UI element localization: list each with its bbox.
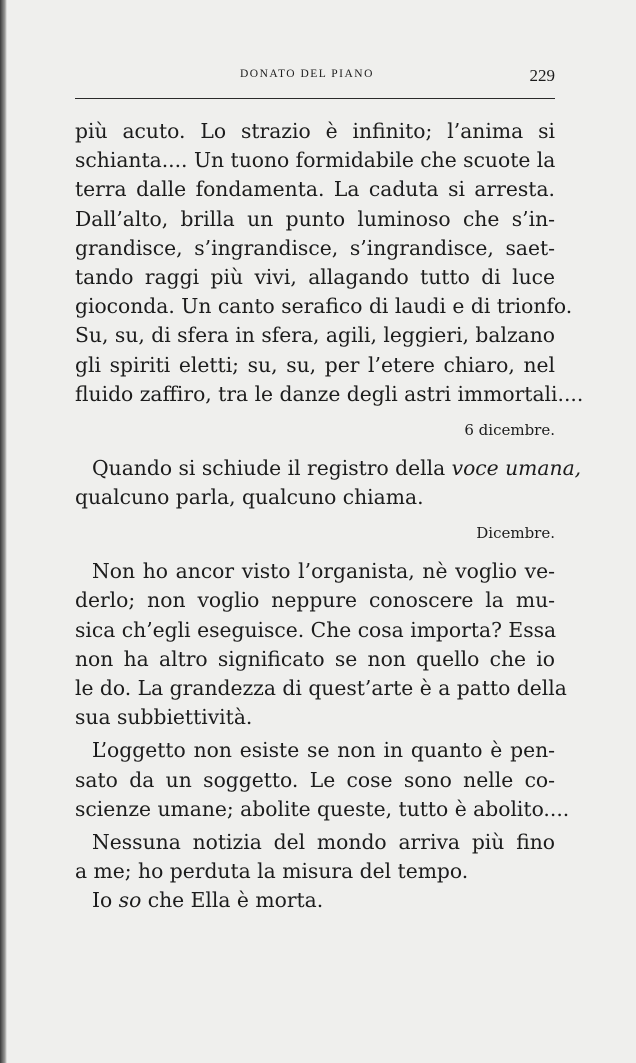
paragraph-6 [75, 886, 555, 915]
page-number: 229 [529, 66, 555, 85]
text-line: grandisce, s’ingrandisce, s’ingrandisce, saet- [75, 235, 555, 260]
text-line: sica ch’egli eseguisce. Che cosa importa? Essa [75, 617, 557, 642]
header-rule [75, 98, 555, 99]
text-line: fluido zaffiro, tra le danze degli astri immortali.... [75, 381, 584, 406]
page-header [75, 66, 555, 88]
text-line: le do. La grandezza di quest’arte è a patto della [75, 676, 567, 700]
text-line: qualcuno parla, qualcuno chiama. [75, 485, 424, 510]
date-heading: Dicembre. [476, 524, 555, 543]
paragraph-3 [75, 557, 567, 732]
text-line: gioconda. Un canto serafico di laudi e di trionfo. [75, 294, 573, 319]
page-edge [0, 0, 7, 1063]
running-title: DONATO DEL PIANO [240, 68, 374, 80]
text-line: Nessuna notizia del mondo arriva più fino [92, 829, 555, 854]
text-line: più acuto. Lo strazio è infinito; l’anima si [75, 119, 555, 143]
date-heading: 6 dicembre. [464, 420, 555, 439]
text-line: a me; ho perduta la misura del tempo. [75, 859, 469, 884]
text-line: sato da un soggetto. Le cose sono nelle co- [75, 767, 555, 792]
text-line [75, 454, 582, 483]
text-line: L’oggetto non esiste se non in quanto è pen- [92, 738, 555, 763]
body-text [75, 117, 584, 916]
paragraph-2 [75, 454, 582, 512]
paragraph-4 [75, 736, 570, 824]
text-run: Quando si schiude il registro della [92, 455, 452, 480]
text-line: Dall’alto, brilla un punto luminoso che s’in- [75, 206, 555, 231]
text-line: Su, su, di sfera in sfera, agili, leggieri, balzano [75, 323, 555, 348]
text-line: schianta.... Un tuono formidabile che scuote la [75, 148, 556, 173]
italic-text: voce umana, [451, 455, 582, 480]
text-line: non ha altro significato se non quello che io [75, 646, 555, 671]
text-line: derlo; non voglio neppure conoscere la mu- [75, 588, 555, 613]
text-line: sua subbiettività. [75, 705, 253, 730]
text-line: scienze umane; abolite queste, tutto è abolito.... [75, 796, 570, 821]
text-line [75, 886, 555, 915]
text-run: Io [92, 888, 119, 913]
text-run: che Ella è morta. [141, 888, 324, 913]
text-line: gli spiriti eletti; su, su, per l’etere chiaro, nel [75, 352, 555, 377]
text-line: terra dalle fondamenta. La caduta si arresta. [75, 177, 555, 202]
paragraph-1 [75, 117, 584, 409]
italic-text: so [118, 888, 142, 913]
paragraph-5 [75, 828, 555, 886]
text-line: tando raggi più vivi, allagando tutto di luce [75, 264, 555, 289]
text-line: Non ho ancor visto l’organista, nè voglio ve- [92, 559, 555, 584]
